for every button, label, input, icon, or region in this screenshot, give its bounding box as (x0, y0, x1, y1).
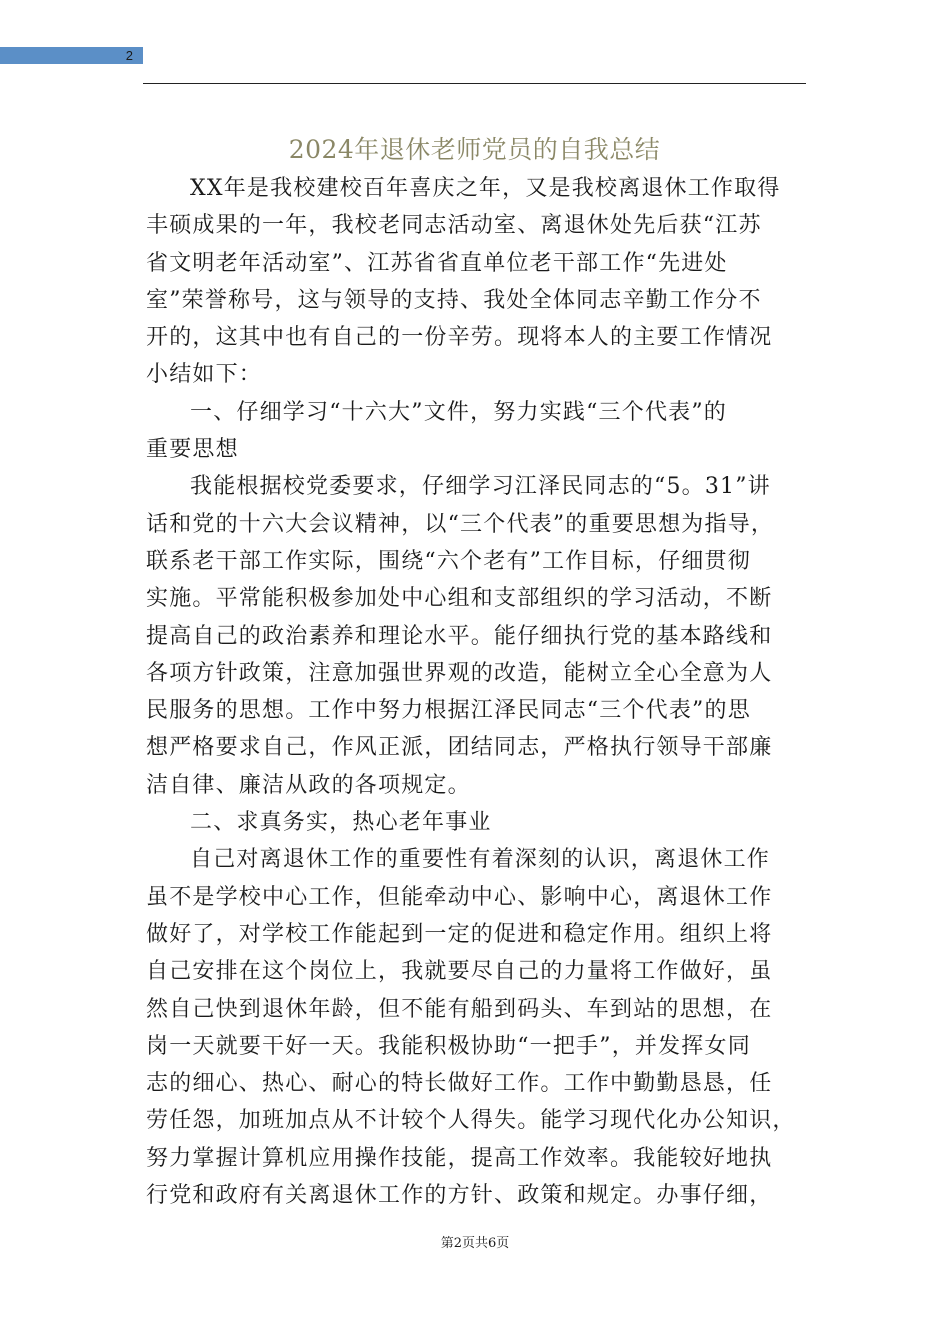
body-line: 开的，这其中也有自己的一份辛劳。现将本人的主要工作情况 (146, 325, 773, 351)
body-line: 虽不是学校中心工作，但能牵动中心、影响中心，离退休工作 (146, 884, 773, 910)
body-line: 志的细心、热心、耐心的特长做好工作。工作中勤勤恳恳，任 (146, 1071, 773, 1097)
document-body (146, 170, 796, 1214)
body-line: 努力掌握计算机应用操作技能，提高工作效率。我能较好地执 (146, 1145, 773, 1171)
page-number: 2 (125, 48, 133, 63)
page-number-bar (0, 47, 143, 64)
body-line: 重要思想 (146, 437, 239, 463)
body-line: 岗一天就要干好一天。我能积极协助“一把手”，并发挥女同 (146, 1033, 751, 1059)
body-line: 洁自律、廉洁从政的各项规定。 (146, 772, 471, 798)
body-line: 自己安排在这个岗位上，我就要尽自己的力量将工作做好，虽 (146, 959, 773, 985)
body-line: 实施。平常能积极参加处中心组和支部组织的学习活动，不断 (146, 586, 773, 612)
body-line: 各项方针政策，注意加强世界观的改造，能树立全心全意为人 (146, 660, 773, 686)
body-line: 一、仔细学习“十六大”文件，努力实践“三个代表”的 (190, 399, 727, 425)
body-line: 然自己快到退休年龄，但不能有船到码头、车到站的思想，在 (146, 996, 773, 1022)
body-line: 自己对离退休工作的重要性有着深刻的认识，离退休工作 (190, 847, 771, 873)
body-line: 做好了，对学校工作能起到一定的促进和稳定作用。组织上将 (146, 921, 773, 947)
body-line: 丰硕成果的一年，我校老同志活动室、离退休处先后获“江苏 (146, 213, 762, 239)
body-line: 省文明老年活动室”、江苏省省直单位老干部工作“先进处 (146, 250, 728, 276)
body-line: 想严格要求自己，作风正派，团结同志，严格执行领导干部廉 (146, 735, 773, 761)
document-title: 2024年退休老师党员的自我总结 (288, 135, 661, 164)
header-rule (143, 83, 806, 84)
body-line: 行党和政府有关离退休工作的方针、政策和规定。办事仔细， (146, 1183, 773, 1209)
body-line: 提高自己的政治素养和理论水平。能仔细执行党的基本路线和 (146, 623, 773, 649)
body-line: 小结如下： (146, 362, 263, 388)
body-line: 室”荣誉称号，这与领导的支持、我处全体同志辛勤工作分不 (146, 287, 762, 313)
body-line: 民服务的思想。工作中努力根据江泽民同志“三个代表”的思 (146, 698, 751, 724)
page-footer: 第2页共6页 (440, 1236, 510, 1251)
body-line: XX年是我校建校百年喜庆之年，又是我校离退休工作取得 (190, 176, 781, 201)
body-line: 我能根据校党委要求，仔细学习江泽民同志的“5。31”讲 (190, 474, 771, 500)
body-line: 二、求真务实，热心老年事业 (190, 810, 492, 836)
body-line: 话和党的十六大会议精神，以“三个代表”的重要思想为指导， (146, 511, 775, 537)
body-line: 劳任怨，加班加点从不计较个人得失。能学习现代化办公知识， (146, 1108, 796, 1134)
body-line: 联系老干部工作实际，围绕“六个老有”工作目标，仔细贯彻 (146, 548, 751, 574)
